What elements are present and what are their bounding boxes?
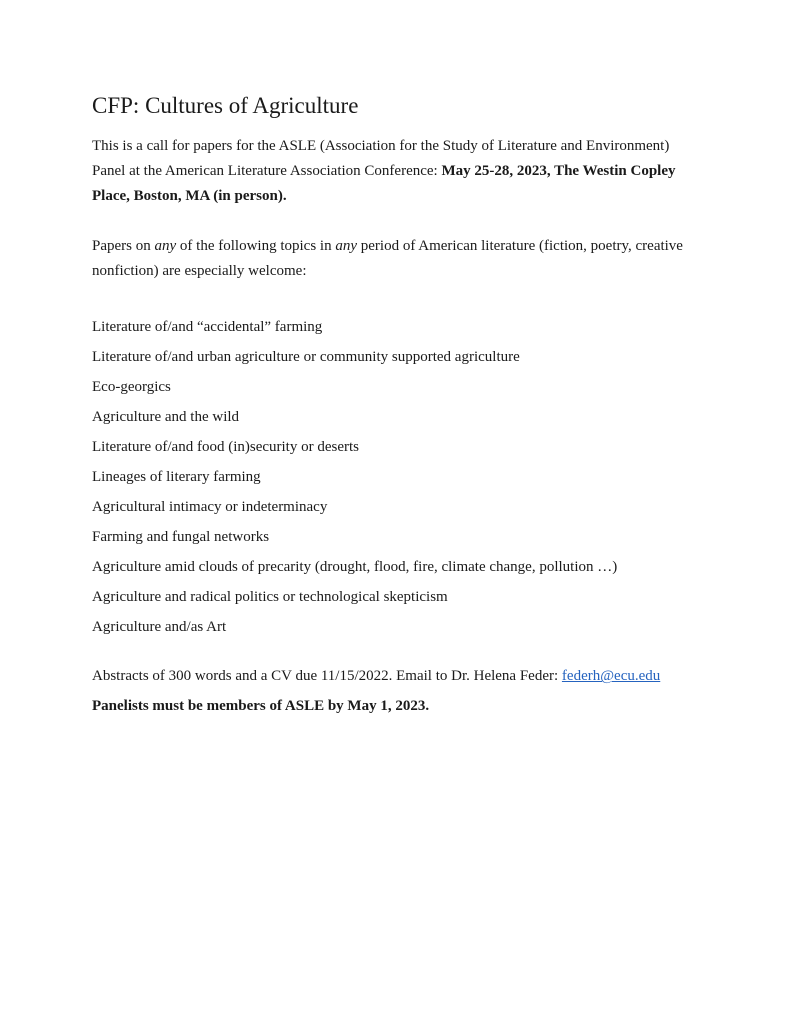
topic-item: Agriculture amid clouds of precarity (drought, flood, fire, climate change, pollution …) xyxy=(92,559,618,576)
abstracts-text: Abstracts of 300 words and a CV due 11/15/2022. Email to Dr. Helena Feder: xyxy=(92,668,562,685)
topic-item: Agriculture and radical politics or technological skepticism xyxy=(92,589,448,606)
topic-item: Agricultural intimacy or indeterminacy xyxy=(92,499,328,516)
topics-intro-italic2: any xyxy=(335,238,357,255)
topics-intro-italic1: any xyxy=(154,238,177,255)
abstracts-paragraph xyxy=(92,664,696,689)
topics-intro-paragraph xyxy=(92,234,694,284)
page-title: CFP: Cultures of Agriculture xyxy=(92,93,359,118)
email-link[interactable]: federh@ecu.edu xyxy=(561,668,661,685)
topics-intro-seg2: of the following topics in xyxy=(176,238,336,255)
topics-intro-seg1: Papers on xyxy=(92,238,155,255)
membership-note: Panelists must be members of ASLE by May 1, 2023. xyxy=(92,698,430,715)
topics-list xyxy=(92,315,696,640)
topic-item: Literature of/and food (in)security or deserts xyxy=(92,439,359,456)
topic-item: Literature of/and urban agriculture or community supported agriculture xyxy=(92,349,520,366)
topic-item: Lineages of literary farming xyxy=(92,469,261,486)
intro-bold-text: May 25-28, 2023, The Westin Copley Place, Boston, MA (in person). xyxy=(92,163,676,205)
topic-item: Agriculture and the wild xyxy=(92,409,240,426)
topic-item: Literature of/and “accidental” farming xyxy=(92,319,323,336)
intro-text: This is a call for papers for the ASLE (Association for the Study of Literature and Environment) Panel at the American Literature Association Conference: xyxy=(92,138,670,180)
topic-item: Eco-georgics xyxy=(92,379,171,396)
topic-item: Agriculture and/as Art xyxy=(92,619,227,636)
intro-paragraph xyxy=(92,134,694,209)
topic-item: Farming and fungal networks xyxy=(92,529,270,546)
topics-intro-seg3: period of American literature (fiction, poetry, creative nonfiction) are especially welcome: xyxy=(92,238,683,280)
